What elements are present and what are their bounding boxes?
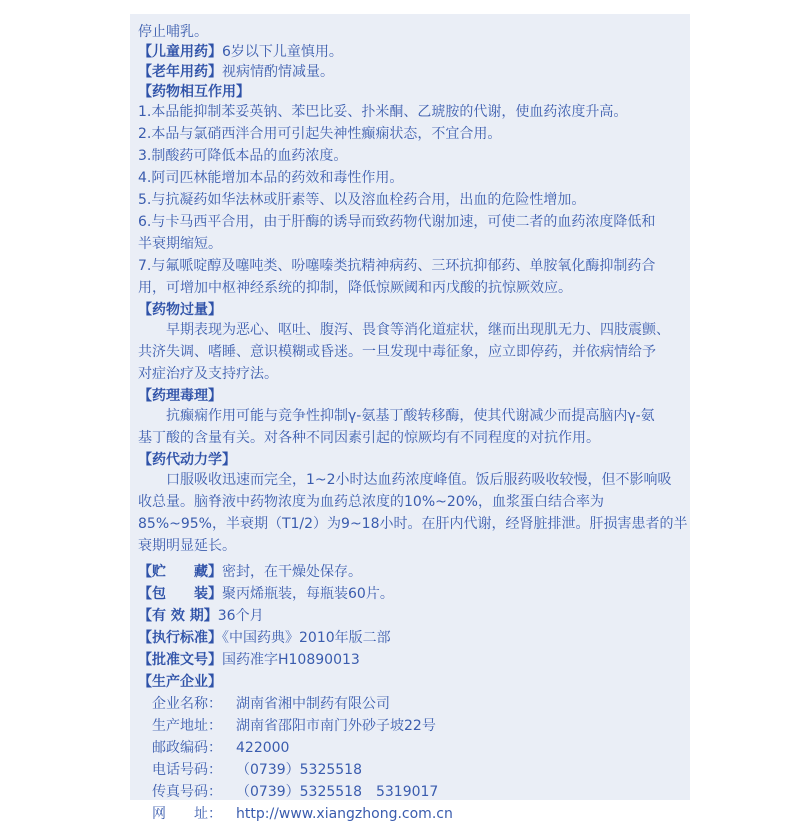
fax-key: 传真号码：	[152, 784, 222, 800]
validity-label: 【有 效 期】	[138, 608, 218, 624]
pharmacokinetics-line: 85%~95%，半衰期（T1/2）为9~18小时。在肝内代谢，经肾脏排泄。肝损害患者的半	[138, 516, 688, 532]
pharmacokinetics-heading	[138, 450, 690, 470]
overdose-heading	[138, 300, 690, 320]
pharmacokinetics-label: 【药代动力学】	[138, 452, 236, 468]
elderly-section	[138, 62, 690, 82]
storage-label: 【贮 藏】	[138, 564, 222, 580]
manufacturer-heading	[138, 672, 690, 694]
pharmacokinetics-line: 衰期明显延长。	[138, 538, 236, 554]
manufacturer-label: 【生产企业】	[138, 674, 222, 690]
pharmacokinetics-line: 收总量。脑脊液中药物浓度为血药总浓度的10%~20%，血浆蛋白结合率为	[138, 494, 604, 510]
validity-section	[138, 606, 690, 628]
intro-line: 停止哺乳。	[138, 24, 208, 40]
fax-value: （0739）5325518 5319017	[236, 784, 439, 800]
standard-text: 《中国药典》2010年版二部	[222, 630, 391, 646]
elderly-label: 【老年用药】	[138, 64, 222, 80]
toxicology-line: 抗癫痫作用可能与竞争性抑制γ-氨基丁酸转移酶，使其代谢减少而提高脑内γ-氨	[166, 408, 655, 424]
address-key: 生产地址：	[152, 718, 222, 734]
interaction-item: 7.与氟哌啶醇及噻吨类、吩噻嗪类抗精神病药、三环抗抑郁药、单胺氧化酶抑制药合	[138, 258, 656, 274]
postcode-key: 邮政编码：	[152, 740, 222, 756]
overdose-label: 【药物过量】	[138, 302, 222, 318]
interaction-item: 4.阿司匹林能增加本品的药效和毒性作用。	[138, 170, 404, 186]
website-key: 网 址：	[152, 806, 222, 822]
standard-label: 【执行标准】	[138, 630, 222, 646]
postcode-value: 422000	[236, 740, 290, 756]
overdose-line: 早期表现为恶心、呕吐、腹泻、畏食等消化道症状，继而出现肌无力、四肢震颤、	[166, 322, 670, 338]
interaction-item: 6.与卡马西平合用，由于肝酶的诱导而致药物代谢加速，可使二者的血药浓度降低和	[138, 214, 656, 230]
pediatric-text: 6岁以下儿童慎用。	[222, 44, 343, 60]
interaction-item: 5.与抗凝药如华法林或肝素等、以及溶血栓药合用，出血的危险性增加。	[138, 192, 586, 208]
pharmacokinetics-line: 口服吸收迅速而完全，1~2小时达血药浓度峰值。饭后服药吸收较慢，但不影响吸	[166, 472, 672, 488]
package-label: 【包 装】	[138, 586, 222, 602]
interaction-item: 半衰期缩短。	[138, 236, 222, 252]
postcode-row	[138, 738, 690, 760]
overdose-line: 共济失调、嗜睡、意识模糊或昏迷。一旦发现中毒征象，应立即停药，并依病情给予	[138, 344, 656, 360]
leaflet-sheet	[130, 14, 690, 822]
validity-text: 36个月	[217, 608, 264, 624]
interactions-heading	[138, 82, 690, 102]
interaction-item: 3.制酸药可降低本品的血药浓度。	[138, 148, 348, 164]
company-name-value: 湖南省湘中制药有限公司	[236, 696, 390, 712]
approval-text: 国药准字H10890013	[222, 652, 360, 668]
pediatric-section	[138, 42, 690, 62]
toxicology-heading	[138, 386, 690, 406]
package-section	[138, 584, 690, 606]
interaction-item: 2.本品与氯硝西泮合用可引起失神性癫痫状态，不宜合用。	[138, 126, 502, 142]
standard-section	[138, 628, 690, 650]
approval-section	[138, 650, 690, 672]
phone-value: （0739）5325518	[236, 762, 362, 778]
package-text: 聚丙烯瓶装，每瓶装60片。	[222, 586, 394, 602]
leaflet-text	[138, 22, 690, 826]
storage-text: 密封，在干燥处保存。	[222, 564, 362, 580]
address-row	[138, 716, 690, 738]
fax-row	[138, 782, 690, 804]
company-name-row	[138, 694, 690, 716]
interaction-item: 1.本品能抑制苯妥英钠、苯巴比妥、扑米酮、乙琥胺的代谢，使血药浓度升高。	[138, 104, 628, 120]
company-name-key: 企业名称：	[152, 696, 222, 712]
toxicology-label: 【药理毒理】	[138, 388, 222, 404]
elderly-text: 视病情酌情减量。	[222, 64, 334, 80]
interaction-item: 用，可增加中枢神经系统的抑制，降低惊厥阈和丙戊酸的抗惊厥效应。	[138, 280, 572, 296]
website-value: http://www.xiangzhong.com.cn	[236, 806, 453, 822]
interactions-label: 【药物相互作用】	[138, 84, 250, 100]
website-row	[138, 804, 690, 826]
storage-section	[138, 562, 690, 584]
approval-label: 【批准文号】	[138, 652, 222, 668]
phone-row	[138, 760, 690, 782]
address-value: 湖南省邵阳市南门外砂子坡22号	[236, 718, 436, 734]
pediatric-label: 【儿童用药】	[138, 44, 222, 60]
overdose-line: 对症治疗及支持疗法。	[138, 366, 278, 382]
toxicology-line: 基丁酸的含量有关。对各种不同因素引起的惊厥均有不同程度的对抗作用。	[138, 430, 600, 446]
phone-key: 电话号码：	[152, 762, 222, 778]
